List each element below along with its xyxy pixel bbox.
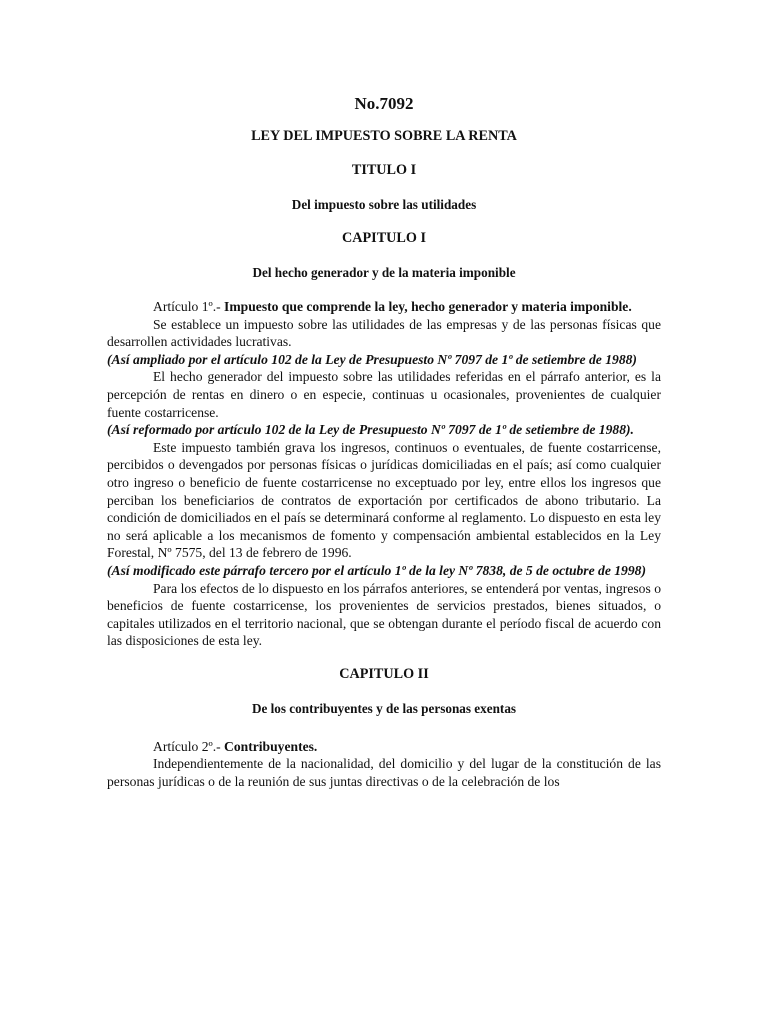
article-2-heading bbox=[107, 738, 661, 756]
article-2-title: Contribuyentes. bbox=[224, 738, 318, 754]
titulo-subheading: Del impuesto sobre las utilidades bbox=[291, 197, 477, 212]
law-number: No.7092 bbox=[354, 94, 414, 113]
document-page bbox=[107, 88, 661, 791]
article-1-note-2: (Así reformado por artículo 102 de la Ley de Presupuesto Nº 7097 de 1º de setiembre de 1988). bbox=[107, 422, 634, 438]
capitulo-2-subheading: De los contribuyentes y de las personas exentas bbox=[251, 700, 517, 716]
capitulo-1-heading: CAPITULO I bbox=[342, 230, 426, 246]
article-1-paragraph-4: Para los efectos de lo dispuesto en los párrafos anteriores, se entenderá por ventas, ingresos o beneficios de fuente costarricense, los provenientes de servicios prestados, bienes situados, o capitales utilizados en el territorio nacional, que se obtengan durante el período fiscal de acuerdo con las disposiciones de esta ley. bbox=[107, 580, 661, 649]
article-1-note-1: (Así ampliado por el artículo 102 de la Ley de Presupuesto Nº 7097 de 1º de setiembre de 1988) bbox=[107, 351, 637, 367]
capitulo-2-heading: CAPITULO II bbox=[339, 665, 429, 682]
article-1-title: Impuesto que comprende la ley, hecho generador y materia imponible. bbox=[224, 299, 632, 314]
article-1-paragraph-1: Se establece un impuesto sobre las utilidades de las empresas y de las personas físicas que desarrollen actividades lucrativas. bbox=[107, 316, 661, 350]
article-2-paragraph-1: Independientemente de la nacionalidad, del domicilio y del lugar de la constitución de las personas jurídicas o de la reunión de sus juntas directivas o de la celebración de los bbox=[107, 756, 661, 790]
law-title: LEY DEL IMPUESTO SOBRE LA RENTA bbox=[251, 128, 517, 144]
article-1-note-3: (Así modificado este párrafo tercero por el artículo 1º de la ley Nº 7838, de 5 de octubre de 1998) bbox=[107, 562, 646, 578]
article-1-label: Artículo 1º.- bbox=[153, 299, 225, 314]
article-2-label: Artículo 2º.- bbox=[153, 738, 225, 754]
article-1-paragraph-2: El hecho generador del impuesto sobre las utilidades referidas en el párrafo anterior, es la percepción de rentas en dinero o en especie, continuas u ocasionales, provenientes de cualquier fuente costarricense. bbox=[107, 369, 661, 420]
article-1-paragraph-3: Este impuesto también grava los ingresos, continuos o eventuales, de fuente costarricense, percibidos o devengados por personas físicas o jurídicas domiciliadas en el país; así como cualquier otro ingreso o beneficio de fuente costarricense no exceptuado por ley, entre ellos los ingresos que perciban los beneficiarios de contratos de exportación por certificados de abono tributario. La condición de domiciliados en el país se determinará conforme al reglamento. Lo dispuesto en esta ley no será aplicable a los mecanismos de fomento y compensación ambiental establecidos en la Ley Forestal, Nº 7575, del 13 de febrero de 1996. bbox=[107, 439, 661, 561]
article-1-heading bbox=[107, 298, 661, 316]
titulo-heading: TITULO I bbox=[351, 162, 417, 178]
capitulo-1-subheading: Del hecho generador y de la materia imponible bbox=[252, 265, 516, 280]
